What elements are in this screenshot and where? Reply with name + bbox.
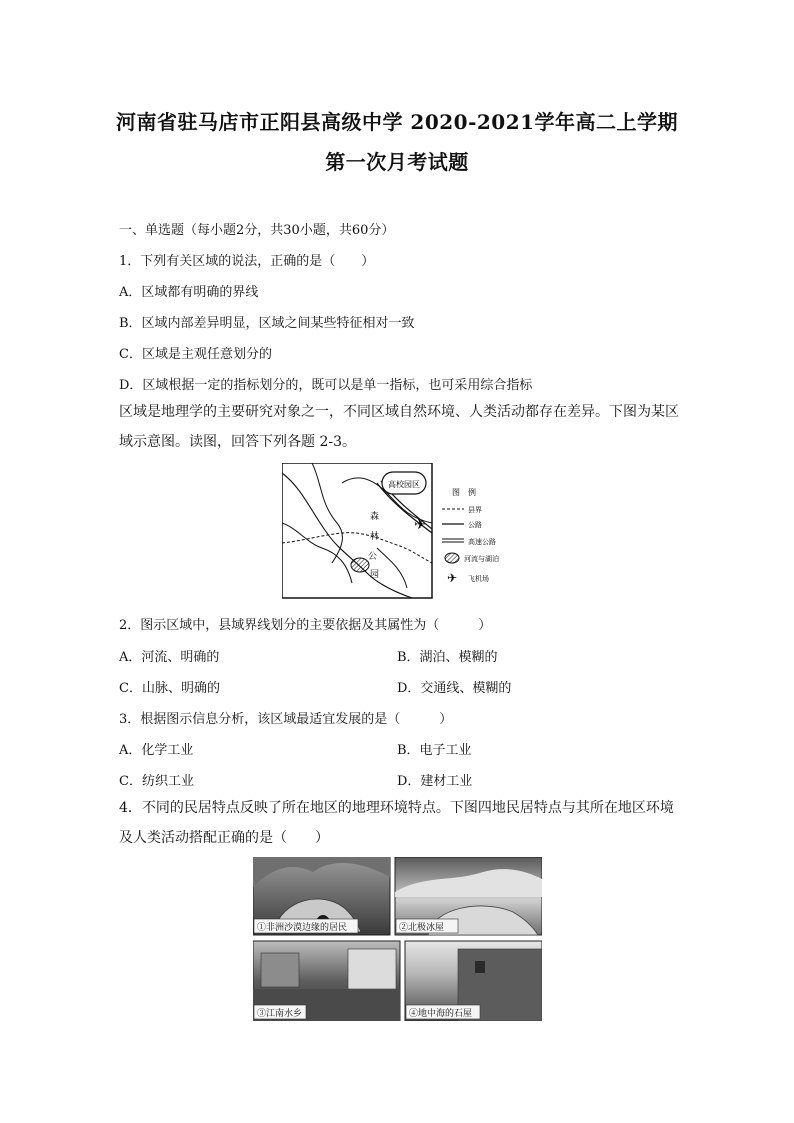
airport-icon: ✈: [414, 517, 426, 533]
question-2-option-c: C．山脉、明确的: [119, 681, 220, 696]
question-1-option-b: B．区域内部差异明显，区域之间某些特征相对一致: [119, 316, 415, 331]
question-3-option-b: B．电子工业: [397, 743, 472, 758]
section-heading: 一、单选题（每小题2分，共30小题，共60分）: [119, 223, 395, 238]
question-1-option-a: A．区域都有明确的界线: [119, 285, 259, 300]
photo-desert-dwelling: [253, 857, 390, 935]
intro-paragraph-2-3: 区域是地理学的主要研究对象之一，不同区域自然环境、人类活动都存在差异。下图为某区域示意图。读图，回答下列各题 2-3。: [119, 404, 679, 450]
photo-jiangnan-water-town: [253, 941, 400, 1021]
forest-label-char2: 林: [370, 532, 380, 542]
question-3-option-a: A．化学工业: [119, 743, 194, 758]
exam-title-line2: 第一次月考试题: [325, 150, 469, 174]
question-1-option-d: D．区域根据一定的指标划分的，既可以是单一指标，也可采用综合指标: [119, 378, 533, 393]
legend-airport-label: 飞机场: [468, 575, 489, 583]
park-label-char1: 公: [368, 552, 378, 562]
photo-1-caption: ①非洲沙漠边缘的居民: [257, 923, 348, 933]
legend-county-label: 县界: [468, 506, 482, 514]
legend-road-label: 公路: [468, 521, 482, 529]
legend-airport-icon: ✈: [446, 571, 458, 585]
question-3-option-d: D．建材工业: [397, 774, 473, 789]
legend-river-symbol: [445, 553, 459, 563]
lake-shape: [351, 558, 369, 572]
photo-4-caption: ④地中海的石屋: [409, 1009, 473, 1019]
legend-river-label: 河流与湖泊: [464, 555, 499, 563]
exam-title-line1: 河南省驻马店市正阳县高级中学 2020-2021学年高二上学期: [115, 110, 679, 134]
question-1-stem: 1．下列有关区域的说法，正确的是（ ）: [119, 254, 375, 269]
question-2-option-b: B．湖泊、模糊的: [397, 650, 498, 665]
photo-mediterranean-stone-house: [405, 941, 542, 1021]
photo-2-caption: ②北极冰屋: [399, 923, 445, 933]
park-label-char2: 园: [370, 570, 380, 580]
region-map-figure: [282, 463, 526, 599]
question-1-option-c: C．区域是主观任意划分的: [119, 347, 272, 362]
legend-title: 图 例: [452, 488, 476, 497]
campus-label: 高校园区: [388, 480, 420, 489]
question-2-option-d: D．交通线、模糊的: [397, 681, 512, 696]
dwellings-photo-figure: [253, 857, 542, 1021]
legend-highway-label: 高速公路: [468, 538, 496, 546]
question-2-stem: 2．图示区域中，县域界线划分的主要依据及其属性为（ ）: [119, 618, 492, 633]
question-2-option-a: A．河流、明确的: [119, 650, 220, 665]
question-4-stem: 4．不同的民居特点反映了所在地区的地理环境特点。下图四地民居特点与其所在地区环境及人类活动搭配正确的是（ ）: [119, 800, 674, 846]
forest-label-char1: 森: [370, 512, 380, 522]
photo-arctic-igloo: [395, 857, 542, 935]
question-3-option-c: C．纺织工业: [119, 774, 194, 789]
photo-3-caption: ③江南水乡: [257, 1009, 303, 1019]
question-3-stem: 3．根据图示信息分析，该区域最适宜发展的是（ ）: [119, 712, 453, 727]
